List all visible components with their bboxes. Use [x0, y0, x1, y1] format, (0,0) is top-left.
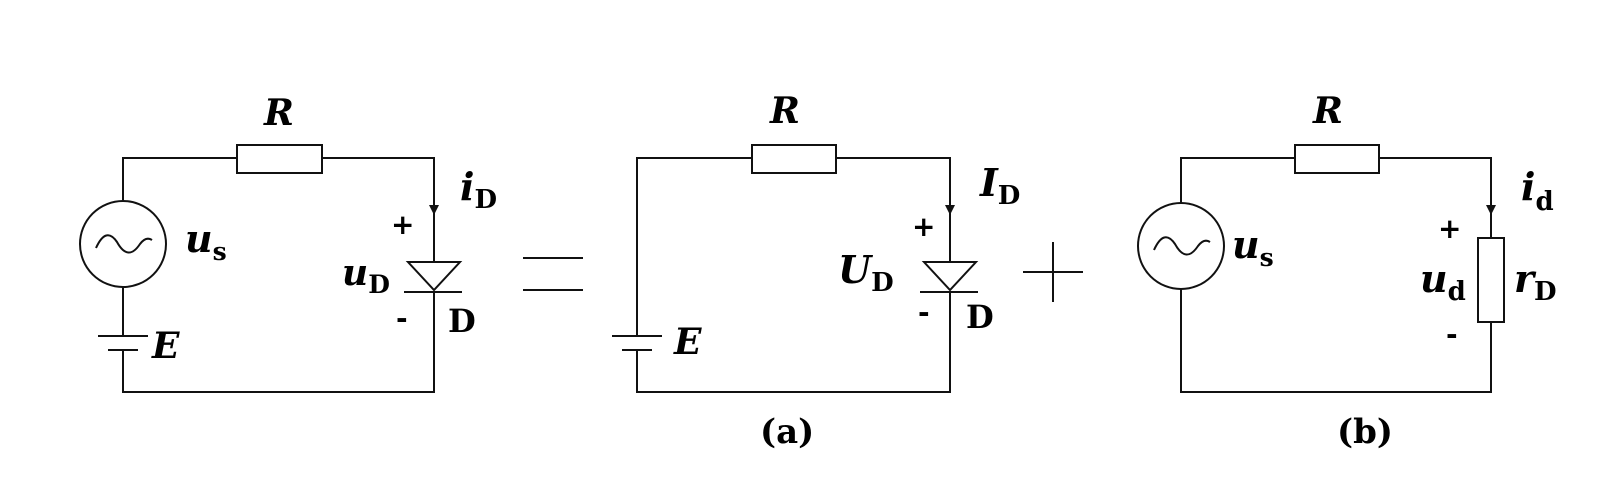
original-diode	[404, 262, 462, 292]
circuit-a	[612, 90, 1020, 452]
b-plus-sign: +	[1438, 212, 1462, 245]
b-minus-sign: -	[1446, 318, 1458, 351]
b-resistor	[1295, 145, 1379, 173]
plus-sign	[1023, 242, 1083, 302]
original-source-label: $u_s$	[185, 216, 227, 266]
original-current-label: $i_D$	[460, 164, 497, 215]
a-battery-label: E	[674, 321, 702, 363]
a-plus-sign: +	[912, 210, 936, 243]
equals-sign	[523, 258, 583, 290]
a-resistor-label: R	[770, 90, 800, 132]
original-minus-sign: -	[396, 302, 408, 335]
original-ac-source	[80, 201, 166, 287]
a-battery	[612, 336, 662, 350]
a-voltage-label: $U_D$	[838, 247, 894, 298]
original-plus-sign: +	[391, 208, 415, 241]
b-current-label: $i_d$	[1521, 164, 1554, 217]
b-resistor-label: R	[1313, 90, 1343, 132]
b-source-label: $u_s$	[1232, 222, 1274, 272]
original-resistor-label: R	[264, 92, 294, 134]
a-minus-sign: -	[918, 296, 930, 329]
a-diode	[920, 262, 978, 292]
original-resistor	[237, 145, 322, 173]
original-circuit	[80, 92, 497, 392]
b-small-signal-resistor	[1478, 238, 1504, 322]
a-caption: (a)	[760, 412, 815, 452]
a-current-label: $I_D$	[980, 160, 1021, 211]
b-ac-source	[1138, 203, 1224, 289]
original-battery-label: E	[152, 325, 180, 367]
circuit-b	[1138, 90, 1557, 452]
b-resistance-label: $r_D$	[1514, 256, 1557, 307]
original-voltage-label: $u_D$	[342, 252, 390, 299]
original-diode-label: D	[448, 302, 476, 340]
b-caption: (b)	[1337, 412, 1393, 452]
a-diode-label: D	[966, 298, 994, 336]
b-voltage-label: $u_d$	[1420, 256, 1466, 307]
a-resistor	[752, 145, 836, 173]
original-battery	[98, 336, 148, 350]
